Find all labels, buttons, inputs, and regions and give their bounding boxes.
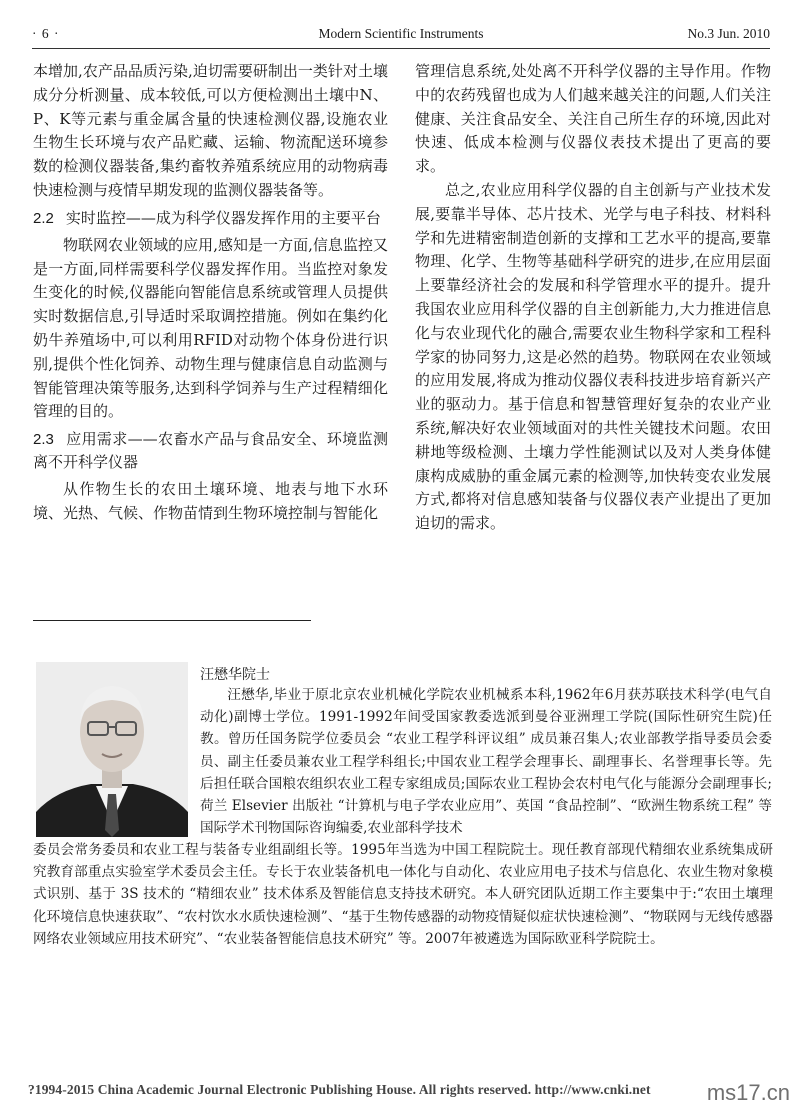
copyright-footer: ?1994-2015 China Academic Journal Electronic Publishing House. All rights reserved. http://www.cnki.net — [28, 1082, 651, 1097]
paragraph: 总之,农业应用科学仪器的自主创新与产业技术发展,要靠半导体、芯片技术、光学与电子科技、材料科学和先进精密制造创新的支撑和工艺水平的提高,要靠物理、化学、生物等基础科学研究的进步,在应用层面上要靠经济社会的发展和科学管理水平的提升。提升我国农业应用科学仪器的自主创新能力,大力推进信息化与农业现代化的融合,需要农业生物科学家和工程科学家的协同努力,这是必然的趋势。物联网在农业领域的应用发展,将成为推动仪器仪表科技进步培育新兴产业的驱动力。基于信息和智慧管理好复杂的农业产业系统,解决好农业领域面对的共性关键技术问题。农田耕地等级检测、土壤力学性能测试以及对人类身体健康构成威胁的重金属元素的检测等,加快转变农业发展方式,都将对信息感知装备与仪器仪表产业提出了更加迫切的需求。 — [415, 180, 771, 533]
bio-heading: 汪懋华院士 — [200, 667, 270, 683]
right-column — [415, 60, 771, 536]
footnote-rule — [33, 620, 311, 621]
paragraph: 从作物生长的农田土壤环境、地表与地下水环境、光热、气候、作物苗情到生物环境控制与智能化 — [33, 480, 388, 522]
section-heading-2-3 — [33, 428, 388, 474]
paragraph: 物联网农业领域的应用,感知是一方面,信息监控又是一方面,同样需要科学仪器发挥作用。当监控对象发生变化的时候,仪器能向智能信息系统或管理人员提供实时数据信息,引导适时采取调控措施。例如在集约化奶牛养殖场中,可以利用RFID对动物个体身份进行识别,提供个性化饲养、动物生理与健康信息自动监测与智能管理决策等服务,达到科学饲养与生产过程精细化管理的目的。 — [33, 235, 388, 421]
section-title: 实时监控——成为科学仪器发挥作用的主要平台 — [65, 208, 381, 227]
portrait-image — [36, 662, 188, 837]
paragraph: 管理信息系统,处处离不开科学仪器的主导作用。作物中的农药残留也成为人们越来越关注的问题,人们关注健康、关注食品安全、关注自己所生存的环境,因此对快速、低成本检测与仪器仪表技术提出了更高的要求。 — [415, 62, 771, 176]
portrait-photo — [36, 662, 188, 837]
bio-text-top: 汪懋华,毕业于原北京农业机械化学院农业机械系本科,1962年6月获苏联技术科学(电气自动化)副博士学位。1991-1992年间受国家教委选派到曼谷亚洲理工学院(国际性研究生院)任教。曾历任国务院学位委员会 “农业工程学科评议组” 成员兼召集人;农业部教学指导委员会委员、副主任委员兼农业工程学科组长;中国农业工程学会理事长、副理事长、名誉理事长等。先后担任联合国粮农组织农业工程专家组成员;国际农业工程协会农村电气化与能源分会副理事长;荷兰 Elsevier 出版社 “计算机与电子学农业应用”、英国 “食品控制”、“欧洲生物系统工程” 等国际学术刊物国际咨询编委,农业部科学技术 — [200, 687, 772, 837]
left-column — [33, 60, 388, 526]
section-heading-2-2 — [33, 207, 388, 230]
section-number: 2.3 — [33, 431, 54, 449]
bio-text-full: 委员会常务委员和农业工程与装备专业组副组长等。1995年当选为中国工程院院士。现任教育部现代精细农业系统集成研究教育部重点实验室学术委员会主任。专长于农业装备机电一体化与自动化、农业应用电子技术与信息化、农业生物对象模式识别、基于 3S 技术的 “精细农业” 技术体系及智能信息支持技术研究。本人研究团队近期工作主要集中于:“农田土壤理化环境信息快速获取”、“农村饮水水质快速检测”、“基于生物传感器的动物疫情疑似症状快速检测”、“物联网与无线传感器网络农业领域应用技术研究”、“农业装备智能信息技术研究” 等。2007年被遴选为国际欧亚科学院院士。 — [33, 842, 773, 947]
page-number: · 6 · — [32, 26, 60, 41]
running-header — [32, 22, 770, 49]
issue-info: No.3 Jun. 2010 — [687, 26, 770, 41]
paragraph: 本增加,农产品品质污染,迫切需要研制出一类针对土壤成分分析测量、成本较低,可以方便检测出土壤中N、P、K等元素与重金属含量的快速检测仪器,设施农业生物生长环境与农产品贮藏、运输、物流配送环境参数的检测仪器装备,集约畜牧养殖系统应用的动物病毒快速检测与疫情早期发现的监测仪器装备等。 — [33, 62, 388, 199]
site-watermark: ms17.cn — [706, 1080, 790, 1105]
section-title: 应用需求——农畜水产品与食品安全、环境监测离不开科学仪器 — [33, 430, 388, 472]
journal-name: Modern Scientific Instruments — [318, 26, 484, 41]
section-number: 2.2 — [33, 209, 54, 227]
